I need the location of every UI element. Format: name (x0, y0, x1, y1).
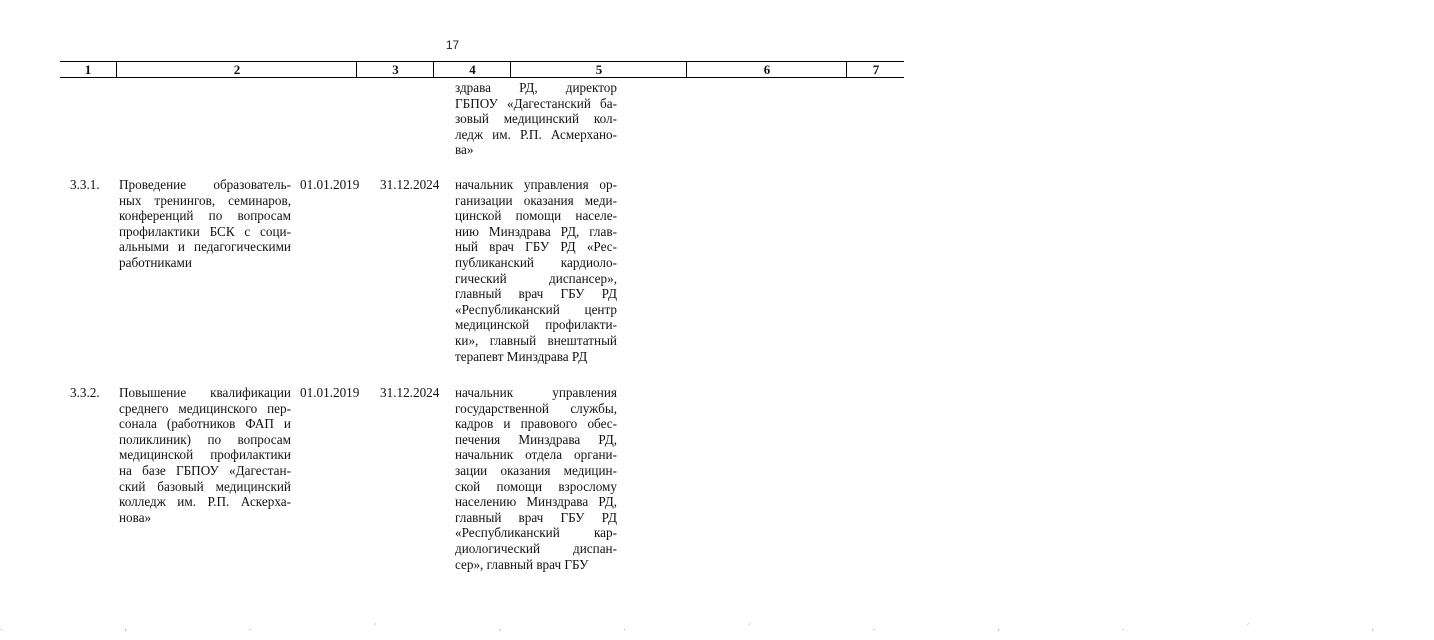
text-line: поликлиник) по вопросам (119, 431, 291, 447)
page-number: 17 (445, 38, 460, 52)
text-line: нию Минздрава РД, глав- (455, 223, 617, 239)
measure-name-cell (119, 385, 291, 525)
text-line: «Республиканский кар- (455, 525, 617, 541)
measure-name-cell (119, 177, 291, 271)
row-number: 3.3.2. (70, 385, 100, 400)
text-line: сонала (работников ФАП и (119, 416, 291, 432)
responsible-cell (455, 385, 617, 572)
text-line: колледж им. Р.П. Аскерха- (119, 494, 291, 510)
text-line: нова» (119, 509, 152, 525)
text-line: среднего медицинского пер- (119, 400, 291, 416)
text-line: начальник управления (455, 385, 617, 400)
text-line: гический диспансер», (455, 270, 617, 286)
column-header-5: 5 (510, 62, 687, 77)
text-line: населению Минздрава РД, (455, 494, 617, 510)
text-line: здрава РД, директор (455, 80, 617, 95)
start-date: 01.01.2019 (300, 177, 360, 192)
continued-responsible-cell (455, 80, 617, 158)
text-line: ных тренингов, семинаров, (119, 192, 291, 208)
text-line: публиканский кардиоло- (455, 254, 617, 270)
text-line: ва» (455, 142, 474, 158)
scan-noise: . , . ´ , . ´ . , . ´ , (0, 622, 1434, 632)
column-header-4: 4 (433, 62, 511, 77)
text-line: начальник управления ор- (455, 177, 617, 192)
text-line: медицинской профилакти- (455, 317, 617, 333)
text-line: ледж им. Р.П. Асмерхано- (455, 126, 617, 142)
text-line: Повышение квалификации (119, 385, 291, 400)
text-line: зовый медицинский кол- (455, 111, 617, 127)
text-line: диологический диспан- (455, 540, 617, 556)
text-line: кадров и правового обес- (455, 416, 617, 432)
column-header-3: 3 (356, 62, 434, 77)
row-number: 3.3.1. (70, 177, 100, 192)
text-line: ный врач ГБУ РД «Рес- (455, 239, 617, 255)
text-line: медицинской профилактики (119, 447, 291, 463)
text-line: профилактики БСК с соци- (119, 223, 291, 239)
text-line: главный врач ГБУ РД (455, 286, 617, 302)
text-line: начальник отдела органи- (455, 447, 617, 463)
start-date: 01.01.2019 (300, 385, 360, 400)
text-line: печения Минздрава РД, (455, 431, 617, 447)
responsible-cell (455, 177, 617, 364)
text-line: ки», главный внештатный (455, 332, 617, 348)
text-line: ГБПОУ «Дагестанский ба- (455, 95, 617, 111)
table-header (60, 61, 904, 78)
text-line: ганизации оказания меди- (455, 192, 617, 208)
text-line: «Республиканский центр (455, 301, 617, 317)
end-date: 31.12.2024 (380, 177, 440, 192)
text-line: ский базовый медицинский (119, 478, 291, 494)
text-line: главный врач ГБУ РД (455, 509, 617, 525)
text-line: конференций по вопросам (119, 208, 291, 224)
column-header-2: 2 (116, 62, 357, 77)
text-line: цинской помощи населе- (455, 208, 617, 224)
text-line: на базе ГБПОУ «Дагестан- (119, 462, 291, 478)
end-date: 31.12.2024 (380, 385, 440, 400)
text-line: зации оказания медицин- (455, 462, 617, 478)
text-line: ской помощи взрослому (455, 478, 617, 494)
column-header-7: 7 (846, 62, 905, 77)
column-header-6: 6 (686, 62, 847, 77)
text-line: государственной службы, (455, 400, 617, 416)
column-header-1: 1 (84, 62, 92, 77)
text-line: сер», главный врач ГБУ (455, 556, 589, 572)
text-line: терапевт Минздрава РД (455, 348, 588, 364)
text-line: Проведение образователь- (119, 177, 291, 192)
text-line: альными и педагогическими (119, 239, 291, 255)
text-line: работниками (119, 254, 192, 270)
